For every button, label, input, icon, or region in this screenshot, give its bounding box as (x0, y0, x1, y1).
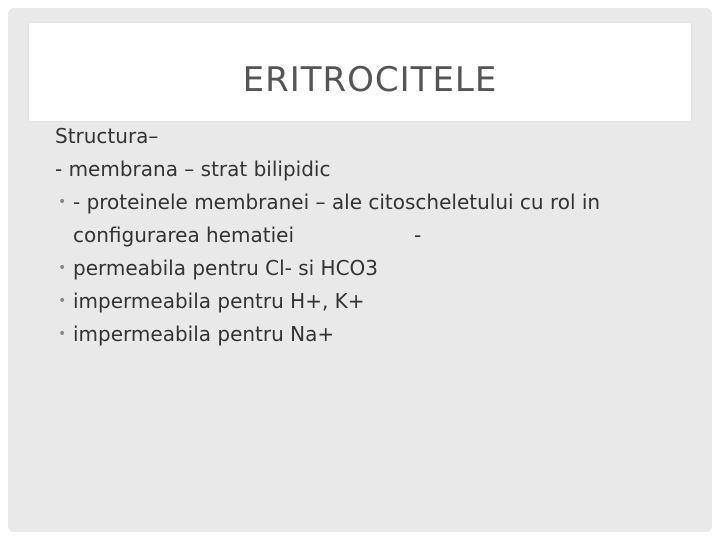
slide-title: ERITROCITELE (242, 60, 498, 100)
line-text: impermeabila pentru Na+ (73, 322, 335, 346)
bullet-icon: • (58, 293, 67, 309)
bullet-icon: • (58, 260, 67, 276)
bullet-item-impermeabila-hk (55, 285, 695, 318)
bullet-icon: • (58, 194, 67, 210)
line-text: configurarea hematiei (73, 223, 295, 247)
continuation-line-configurarea (55, 219, 695, 252)
bullet-item-proteinele (55, 186, 695, 219)
content-line-membrana (55, 153, 695, 186)
line-text: Structura– (55, 124, 159, 148)
content-line-structura (55, 120, 695, 153)
title-box (28, 22, 692, 122)
line-text: impermeabila pentru H+, K+ (73, 289, 365, 313)
line-text: - proteinele membranei – ale citoscheletului cu rol in (73, 190, 601, 214)
bullet-icon: • (58, 326, 67, 342)
line-trail: - (414, 223, 422, 247)
slide-content (55, 120, 695, 351)
bullet-item-impermeabila-na (55, 318, 695, 351)
line-text: - membrana – strat bilipidic (55, 157, 331, 181)
slide (8, 8, 712, 532)
line-text: permeabila pentru Cl- si HCO3 (73, 256, 379, 280)
bullet-item-permeabila (55, 252, 695, 285)
